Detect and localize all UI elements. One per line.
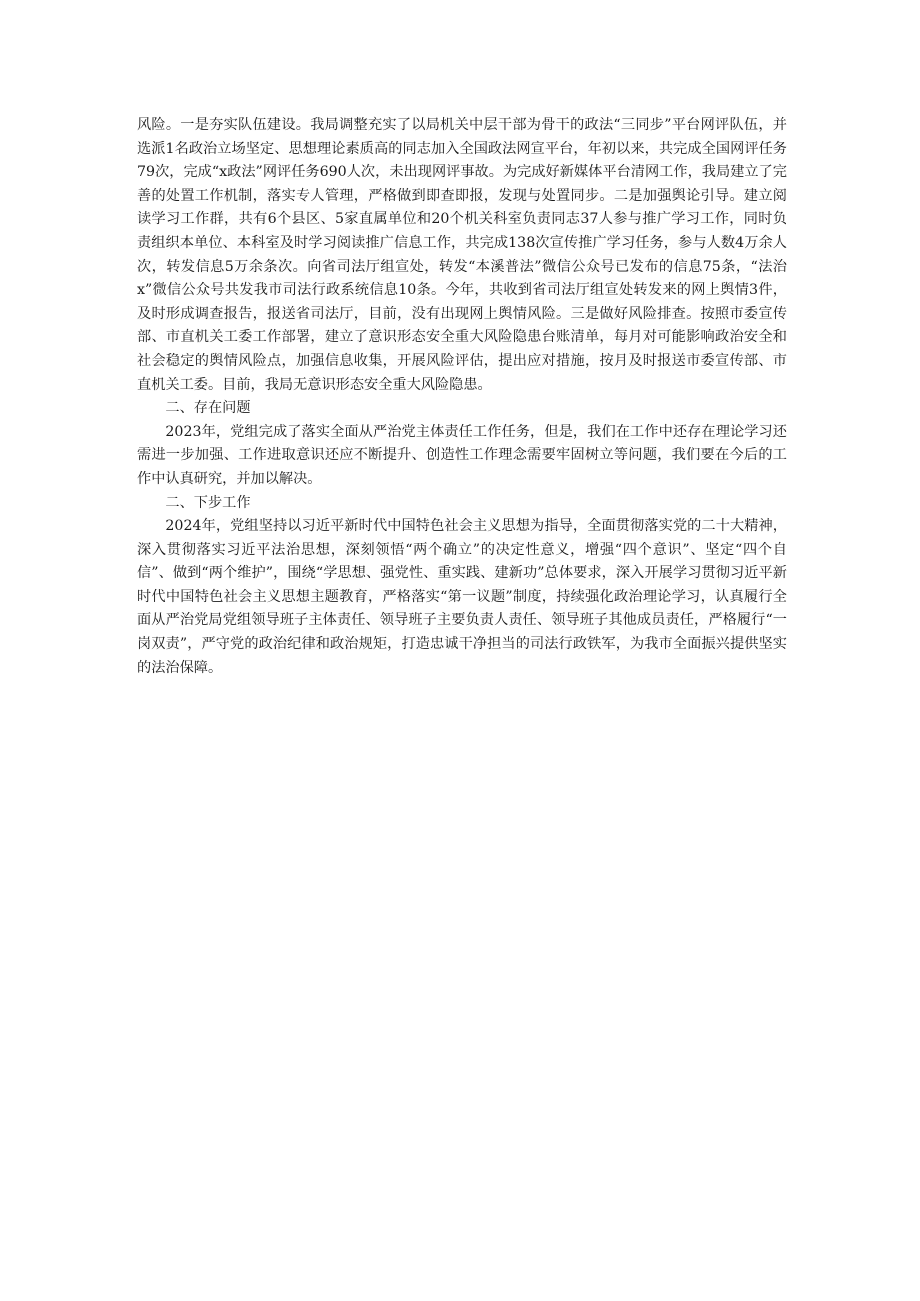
paragraph-next-steps: 2024年，党组坚持以习近平新时代中国特色社会主义思想为指导，全面贯彻落实党的二十大精神，深入贯彻落实习近平法治思想，深刻领悟“两个确立”的决定性意义，增强“四个意识”、坚定“四个自信”、做到“两个维护”，围绕“学思想、强党性、重实践、建新功”总体要求，深入开展学习贯彻习近平新时代中国特色社会主义思想主题教育，严格落实“第一议题”制度，持续强化政治理论学习，认真履行全面从严治党局党组领导班子主体责任、领导班子主要负责人责任、领导班子其他成员责任，严格履行“一岗双责”，严守党的政治纪律和政治规矩，打造忠诚干净担当的司法行政铁军，为我市全面振兴提供坚实的法治保障。 bbox=[137, 518, 787, 676]
document-page bbox=[137, 114, 787, 680]
paragraph-existing-problems: 2023年，党组完成了落实全面从严治党主体责任工作任务，但是，我们在工作中还存在理论学习还需进一步加强、工作进取意识还应不断提升、创造性工作理念需要牢固树立等问题，我们要在今后的工作中认真研究，并加以解决。 bbox=[137, 423, 787, 487]
paragraph-risk-work: 风险。一是夯实队伍建设。我局调整充实了以局机关中层干部为骨干的政法“三同步”平台网评队伍，并选派1名政治立场坚定、思想理论素质高的同志加入全国政法网宣平台，年初以来，共完成全国网评任务79次，完成“x政法”网评任务690人次，未出现网评事故。为完成好新媒体平台清网工作，我局建立了完善的处置工作机制，落实专人管理，严格做到即查即报，发现与处置同步。二是加强舆论引导。建立阅读学习工作群，共有6个县区、5家直属单位和20个机关科室负责同志37人参与推广学习工作，同时负责组织本单位、本科室及时学习阅读推广信息工作，共完成138次宣传推广学习任务，参与人数4万余人次，转发信息5万余条次。向省司法厅组宣处，转发“本溪普法”微信公众号已发布的信息75条，“法治x”微信公众号共发我市司法行政系统信息10条。今年，共收到省司法厅组宣处转发来的网上舆情3件，及时形成调查报告，报送省司法厅，目前，没有出现网上舆情风险。三是做好风险排查。按照市委宣传部、市直机关工委工作部署，建立了意识形态安全重大风险隐患台账清单，每月对可能影响政治安全和社会稳定的舆情风险点，加强信息收集，开展风险评估，提出应对措施，按月及时报送市委宣传部、市直机关工委。目前，我局无意识形态安全重大风险隐患。 bbox=[137, 117, 787, 393]
section-heading-next-steps: 二、下步工作 bbox=[165, 494, 251, 511]
section-heading-existing-problems: 二、存在问题 bbox=[165, 400, 251, 417]
